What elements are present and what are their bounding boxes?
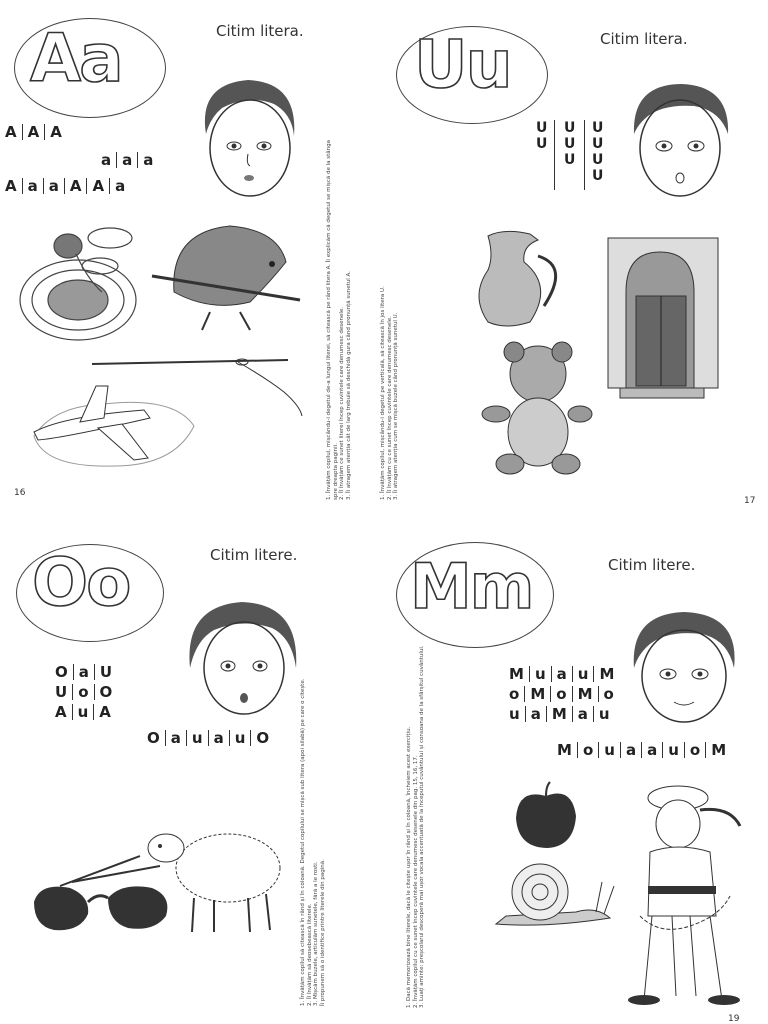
door-icon (604, 232, 724, 402)
girl-portrait-icon (188, 74, 308, 202)
letter-row-2: U o O (50, 684, 117, 700)
jug-icon (474, 226, 574, 330)
letter-row-3: A a a A A a (0, 178, 130, 194)
page-title: Citim litere. (608, 556, 696, 574)
letter-row-2: o M o M o (504, 686, 619, 702)
page-16 (0, 0, 384, 512)
page-18 (0, 512, 384, 1024)
letter-row-2: a a a (96, 152, 158, 168)
apple-icon (512, 780, 580, 852)
boy-portrait-icon (628, 610, 740, 728)
letter-row-3: A u A (50, 704, 116, 720)
instructions: 1. Învățăm copilul, mișcându-i degetul de-a lungul literei, să citească pe rând litera A. Îi explicăm că degetul se mișcă de la stânga spre dreapta paginii. 2. Îl învățăm ce sunet literei încep cuvintele care denumesc desenele. 3. Îi atragem atenția cât de larg trebuie să deschidă gura când pronunță sunetul A. (326, 140, 352, 500)
hedgehog-icon (150, 212, 310, 336)
letter-row-3: u a M a u (504, 706, 615, 722)
page-number: 17 (744, 496, 756, 506)
page-17 (380, 0, 768, 512)
page-title: Citim litere. (210, 546, 298, 564)
page-title: Citim litera. (600, 30, 688, 48)
letter-outline: Mm (410, 550, 533, 623)
page-number: 19 (728, 1014, 740, 1024)
teddy-bear-icon (480, 338, 592, 478)
instructions: 1. Învățăm copilul să citească în rând și în coloană. Degetul copilului se mișcă sub litera (apoi silabă) pe care o citește. 2. Îl învățăm să deosebească literele. 3. Mișcăm buzele, articulăm sunetele, fără a le rosti. Îi propunem să o identifice printre literele din pagină. (300, 678, 326, 1006)
page-number: 16 (14, 488, 26, 498)
airplane-icon (24, 376, 196, 472)
instructions: 1. Învățăm copilul, mișcându-i degetul pe verticală, să citească în jos litera U. 2. Îl învățăm cu ce sunet încep cuvintele care denumesc desenele. 3. Îi atragem atenția cum se mișcă buzele când pronunță sunetul U. (380, 286, 399, 500)
letter-row-1: A A A (0, 124, 67, 140)
boy-portrait-icon (624, 80, 736, 202)
sheep-icon (144, 814, 288, 936)
instructions: 1. Dacă memorizează bine literele, dacă le citește ușor în rând și în coloană, încheiem acest exercițiu. 2. Învățăm copilul cu ce sunet încep cuvintele care denumesc desenele din pag. 15, 16, 17. 3. Luați aminte: preșcolarul descoperă mai ușor vocala accentuată de la începutul cuvântului și consoana de la sfârșitul cuvântului. (406, 645, 425, 1008)
sailor-icon (620, 776, 750, 1008)
letter-outline: Aa (30, 20, 122, 97)
letter-outline: Oo (32, 544, 130, 621)
letter-row-1: M u a u M (504, 666, 619, 682)
snail-icon (486, 852, 618, 932)
letter-row-1: O a U (50, 664, 117, 680)
page-title: Citim litera. (216, 22, 304, 40)
bee-flower-icon (18, 220, 152, 346)
letter-line: O a u a u O (142, 730, 274, 746)
page-19 (384, 512, 768, 1024)
letter-outline: Uu (414, 26, 511, 103)
letter-line: M o u a a u o M (552, 742, 731, 758)
girl-portrait-icon (182, 598, 304, 720)
letter-columns: U U U U U U U U U (536, 120, 602, 194)
